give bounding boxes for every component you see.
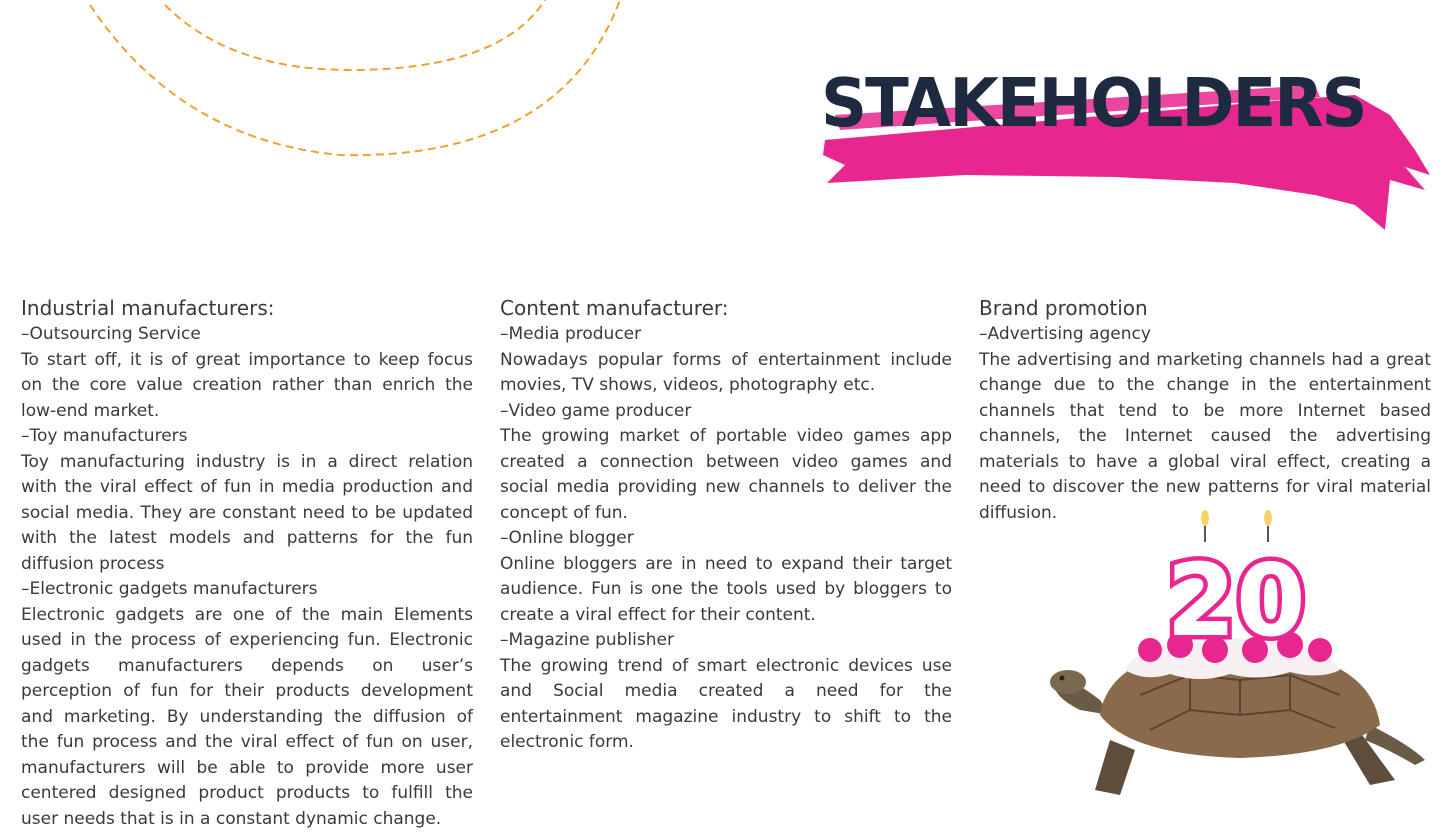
paragraph-video-game: The growing market of portable video games app created a connection between video games and social media providing new channels to deliver the concept of fun.: [500, 424, 952, 526]
subheading-outsourcing: –Outsourcing Service: [21, 322, 473, 348]
paragraph-toy: Toy manufacturing industry is in a direct relation with the viral effect of fun in media production and social media. They are constant need to be updated with the latest models and patterns for the fun diffusion process: [21, 450, 473, 578]
subheading-video-game: –Video game producer: [500, 399, 952, 425]
paragraph-magazine: The growing trend of smart electronic devices use and Social media created a need for the entertainment magazine industry to shift to the electronic form.: [500, 654, 952, 756]
paragraph-advertising: The advertising and marketing channels had a great change due to the change in the entertainment channels that tend to be more Internet based channels, the Internet caused the advertising materials to have a global viral effect, creating a need to discover the new patterns for viral material diffusion.: [979, 348, 1431, 527]
column-heading: Industrial manufacturers:: [21, 294, 473, 322]
column-industrial-manufacturers: [21, 294, 473, 832]
page-title: STAKEHOLDERS: [821, 65, 1366, 143]
column-heading: Content manufacturer:: [500, 294, 952, 322]
paragraph-outsourcing: To start off, it is of great importance to keep focus on the core value creation rather than enrich the low-end market.: [21, 348, 473, 425]
subheading-electronic: –Electronic gadgets manufacturers: [21, 577, 473, 603]
paragraph-media: Nowadays popular forms of entertainment include movies, TV shows, videos, photography etc.: [500, 348, 952, 399]
column-brand-promotion: [979, 294, 1431, 526]
paragraph-electronic: Electronic gadgets are one of the main Elements used in the process of experiencing fun. Electronic gadgets manufacturers depends on user’s perception of fun for their products development and marketing. By understanding the diffusion of the fun process and the viral effect of fun on user, manufacturers will be able to provide more user centered designed product products to fulfill the user needs that is in a constant dynamic change.: [21, 603, 473, 832]
subheading-blogger: –Online blogger: [500, 526, 952, 552]
column-heading: Brand promotion: [979, 294, 1431, 322]
paragraph-blogger: Online bloggers are in need to expand their target audience. Fun is one the tools used by bloggers to create a viral effect for their content.: [500, 552, 952, 629]
subheading-media: –Media producer: [500, 322, 952, 348]
cake-number: 20: [1166, 542, 1305, 659]
subheading-toy: –Toy manufacturers: [21, 424, 473, 450]
title-banner: [815, 55, 1445, 245]
turtle-with-birthday-cake-icon: [1040, 500, 1440, 810]
dashed-arc-decoration: [0, 0, 640, 170]
subheading-magazine: –Magazine publisher: [500, 628, 952, 654]
column-content-manufacturer: [500, 294, 952, 756]
subheading-advertising: –Advertising agency: [979, 322, 1431, 348]
